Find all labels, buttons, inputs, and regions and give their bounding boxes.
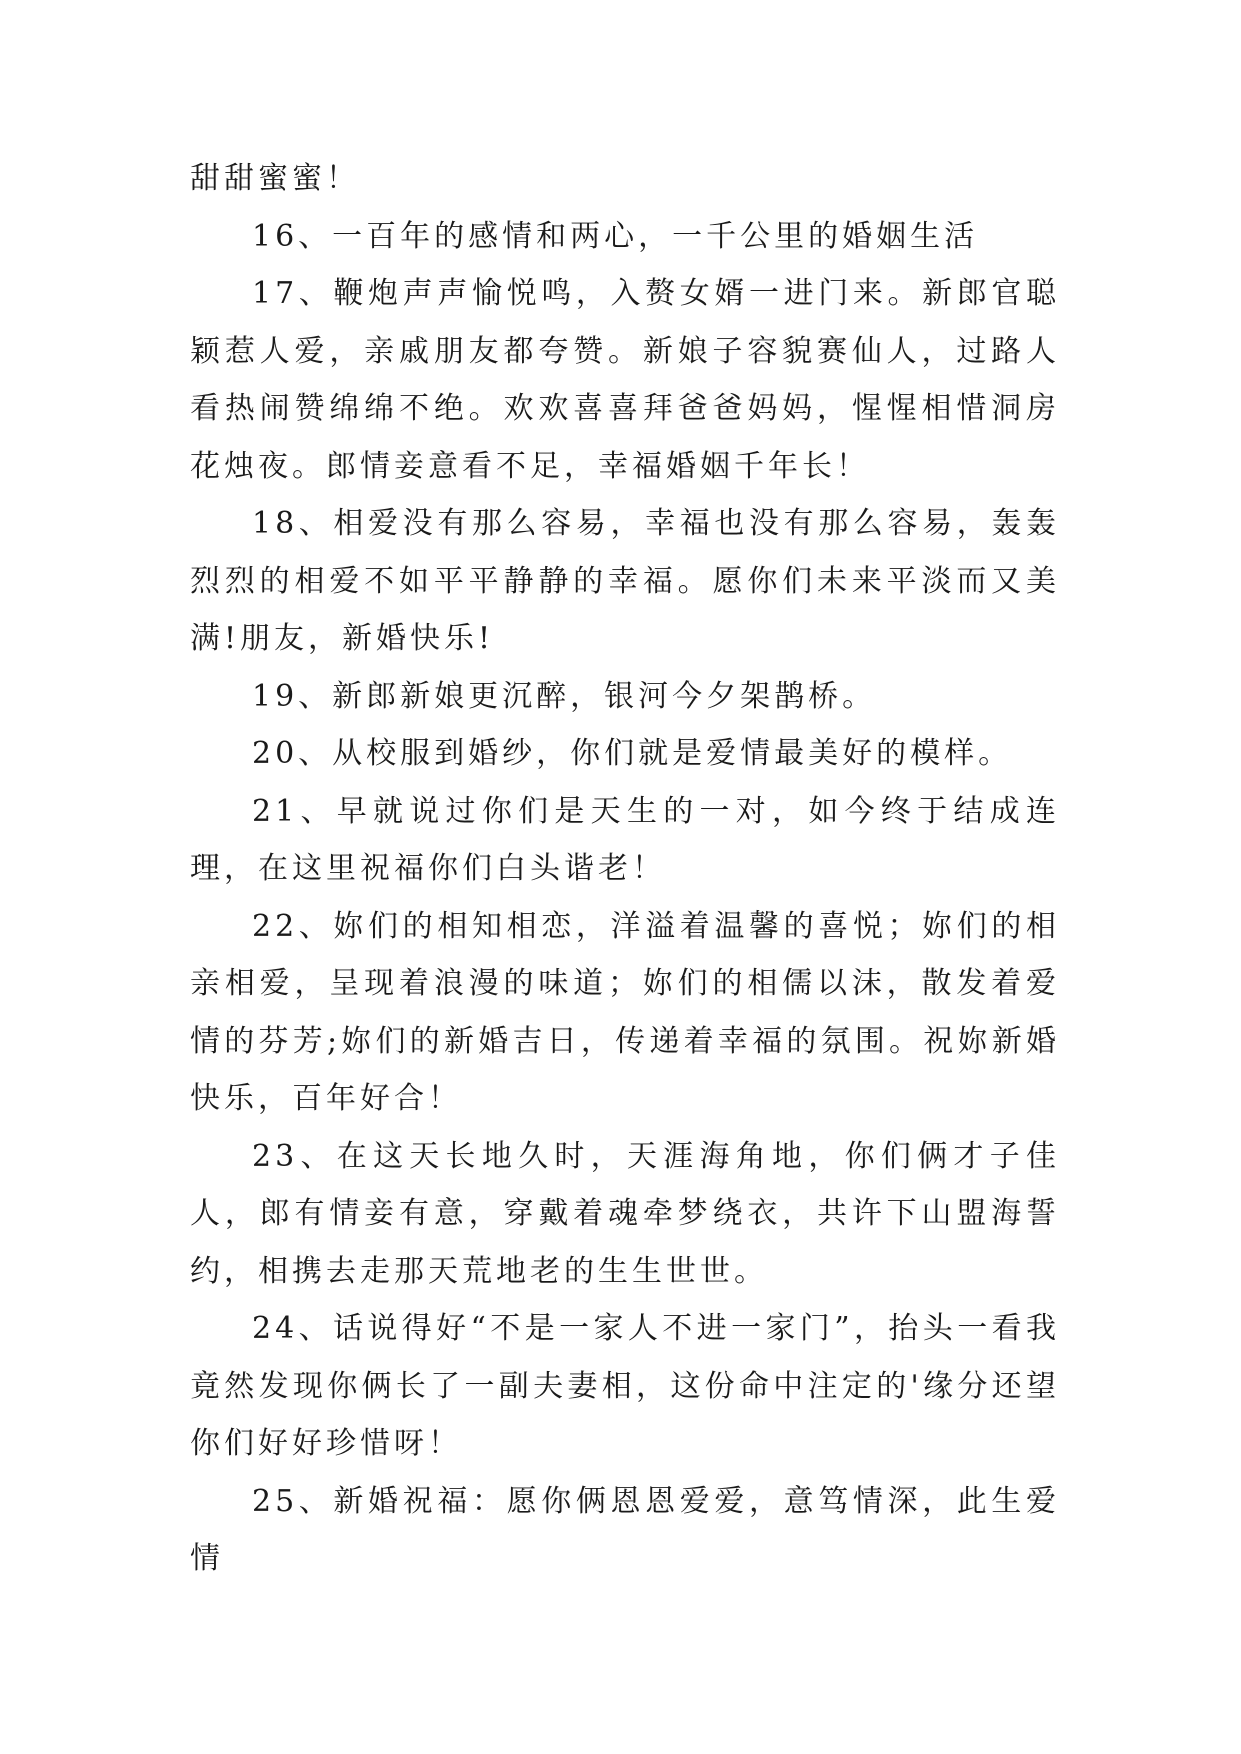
paragraph-17: 17、鞭炮声声愉悦鸣，入赘女婿一进门来。新郎官聪颖惹人爱，亲戚朋友都夸赞。新娘子容貌赛仙人，过路人看热闹赞绵绵不绝。欢欢喜喜拜爸爸妈妈，惺惺相惜洞房花烛夜。郎情妾意看不足，幸福婚姻千年长！ <box>190 276 1060 484</box>
document-page <box>190 150 1060 1588</box>
paragraph-continuation: 甜甜蜜蜜！ <box>190 161 360 196</box>
paragraph-21: 21、早就说过你们是天生的一对，如今终于结成连理，在这里祝福你们白头谐老！ <box>190 793 1060 886</box>
paragraph-25: 25、新婚祝福：愿你俩恩恩爱爱，意笃情深，此生爱情 <box>190 1483 1060 1576</box>
paragraph-23: 23、在这天长地久时，天涯海角地，你们俩才子佳人，郎有情妾有意，穿戴着魂牵梦绕衣，共许下山盟海誓约，相携去走那天荒地老的生生世世。 <box>190 1138 1060 1289</box>
paragraph-19: 19、新郎新娘更沉醉，银河今夕架鹊桥。 <box>252 678 877 714</box>
paragraph-18: 18、相爱没有那么容易，幸福也没有那么容易，轰轰烈烈的相爱不如平平静静的幸福。愿你们未来平淡而又美满!朋友，新婚快乐! <box>190 506 1060 656</box>
paragraph-16: 16、一百年的感情和两心，一千公里的婚姻生活 <box>252 218 979 254</box>
paragraph-22: 22、妳们的相知相恋，洋溢着温馨的喜悦；妳们的相亲相爱，呈现着浪漫的味道；妳们的相儒以沫，散发着爱情的芬芳;妳们的新婚吉日，传递着幸福的氛围。祝妳新婚快乐，百年好合！ <box>190 908 1060 1116</box>
paragraph-24: 24、话说得好“不是一家人不进一家门”，抬头一看我竟然发现你俩长了一副夫妻相，这份命中注定的'缘分还望你们好好珍惜呀！ <box>190 1311 1060 1461</box>
paragraph-20: 20、从校服到婚纱，你们就是爱情最美好的模样。 <box>252 736 1013 771</box>
